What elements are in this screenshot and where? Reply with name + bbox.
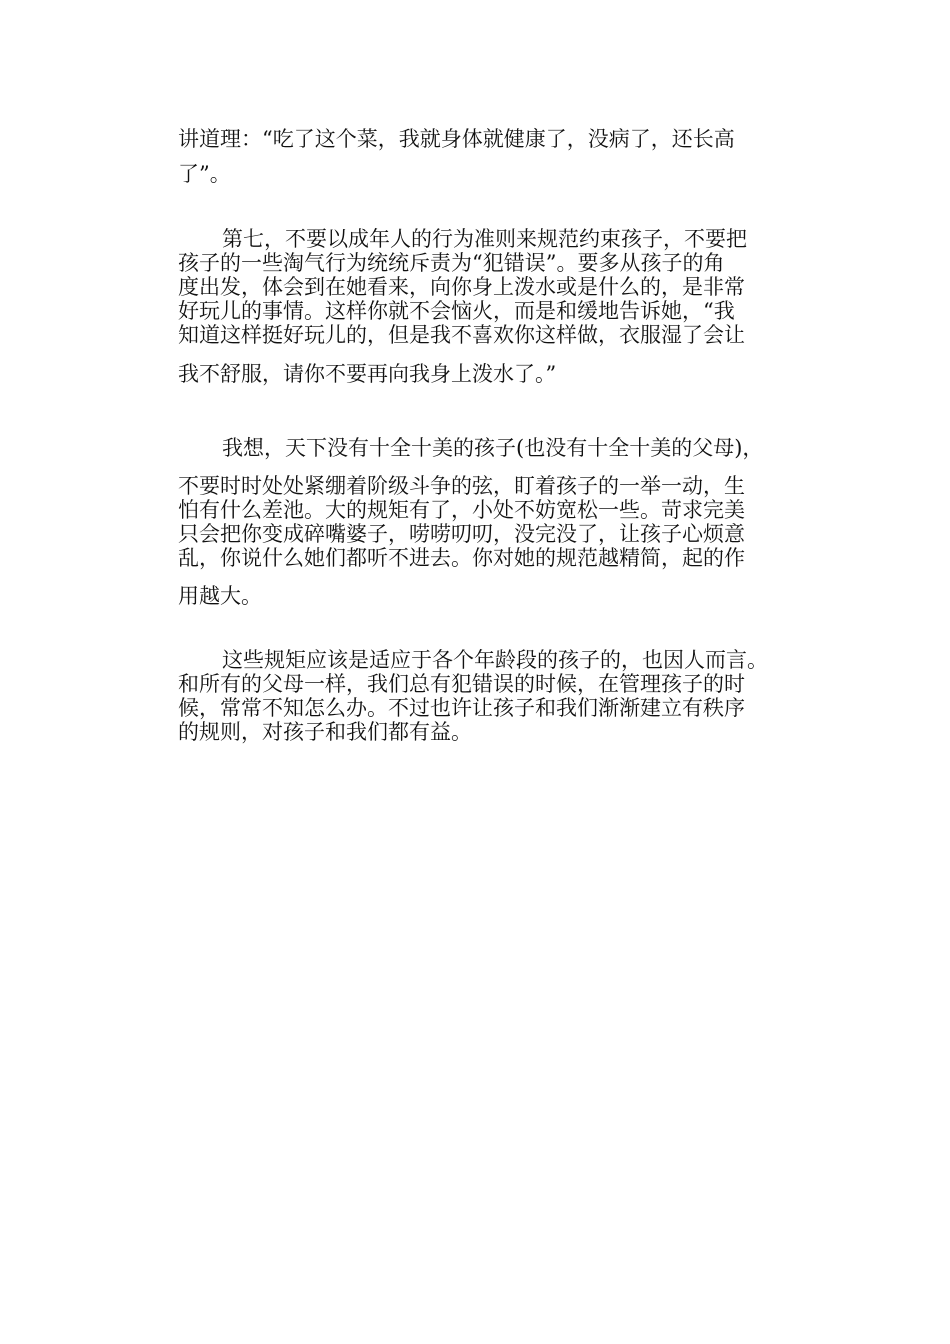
- paragraph-3-line-3: 怕有什么差池。大的规矩有了，小处不妨宽松一些。苛求完美: [178, 498, 745, 522]
- paragraph-3-line-5: 乱，你说什么她们都听不进去。你对她的规范越精简，起的作: [178, 546, 745, 570]
- paragraph-2-line-4: 好玩儿的事情。这样你就不会恼火，而是和缓地告诉她，“我: [178, 299, 735, 323]
- paragraph-4-line-3: 候，常常不知怎么办。不过也许让孩子和我们渐渐建立有秩序: [178, 696, 745, 720]
- paragraph-1-line-2: 了”。: [178, 162, 231, 186]
- paragraph-3-line-4: 只会把你变成碎嘴婆子，唠唠叨叨，没完没了，让孩子心烦意: [178, 522, 745, 546]
- paragraph-4-line-1: 这些规矩应该是适应于各个年龄段的孩子的，也因人而言。: [222, 648, 768, 672]
- paragraph-2-line-2: 孩子的一些淘气行为统统斥责为“犯错误”。要多从孩子的角: [178, 251, 725, 275]
- paragraph-3-line-6: 用越大。: [178, 584, 262, 608]
- paragraph-2-line-5: 知道这样挺好玩儿的，但是我不喜欢你这样做，衣服湿了会让: [178, 323, 745, 347]
- paragraph-3-line-2: 不要时时处处紧绷着阶级斗争的弦，盯着孩子的一举一动，生: [178, 474, 745, 498]
- paragraph-4-line-2: 和所有的父母一样，我们总有犯错误的时候，在管理孩子的时: [178, 672, 745, 696]
- paragraph-3-line-1: 我想，天下没有十全十美的孩子(也没有十全十美的父母)，: [222, 436, 764, 460]
- paragraph-2-line-6: 我不舒服，请你不要再向我身上泼水了。”: [178, 362, 557, 386]
- paragraph-2-line-1: 第七，不要以成年人的行为准则来规范约束孩子，不要把: [222, 227, 747, 251]
- paragraph-4-line-4: 的规则，对孩子和我们都有益。: [178, 720, 472, 744]
- paragraph-1-line-1: 讲道理：“吃了这个菜，我就身体就健康了，没病了，还长高: [178, 127, 735, 151]
- paragraph-2-line-3: 度出发，体会到在她看来，向你身上泼水或是什么的，是非常: [178, 275, 745, 299]
